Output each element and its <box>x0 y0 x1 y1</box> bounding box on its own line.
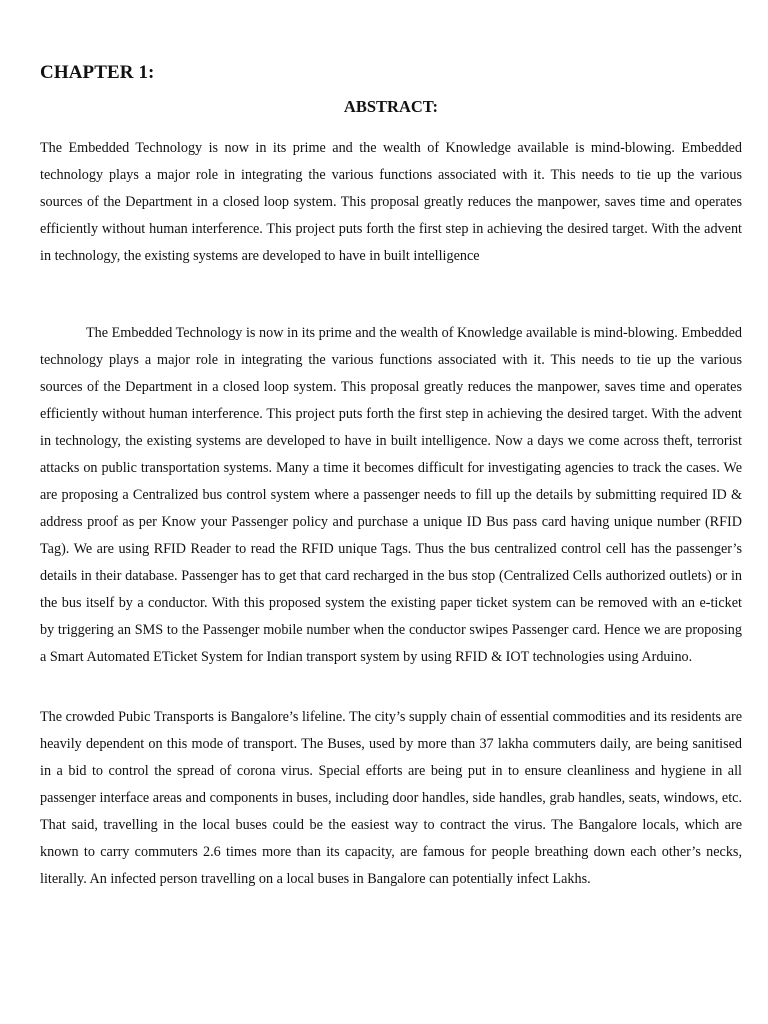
document-page <box>40 0 742 1024</box>
chapter-heading: CHAPTER 1: <box>40 62 155 83</box>
abstract-heading: ABSTRACT: <box>343 97 439 116</box>
abstract-paragraph-2: The Embedded Technology is now in its prime and the wealth of Knowledge available is mind-blowing. Embedded technology plays a major role in integrating the various functions associated with it. This needs to tie up the various sources of the Department in a closed loop system. This proposal greatly reduces the manpower, saves time and operates efficiently without human interference. This project puts forth the first step in achieving the desired target. With the advent in technology, the existing systems are developed to have in built intelligence. Now a days we come across theft, terrorist attacks on public transportation systems. Many a time it becomes difficult for investigating agencies to track the cases. We are proposing a Centralized bus control system where a passenger needs to fill up the details by submitting required ID & address proof as per Know your Passenger policy and purchase a unique ID Bus pass card having unique number (RFID Tag). We are using RFID Reader to read the RFID unique Tags. Thus the bus centralized control cell has the passenger’s details in their database. Passenger has to get that card recharged in the bus stop (Centralized Cells authorized outlets) or in the bus itself by a conductor. With this proposed system the existing paper ticket system can be removed with an e-ticket by triggering an SMS to the Passenger mobile number when the conductor swipes Passenger card. Hence we are proposing a Smart Automated ETicket System for Indian transport system by using RFID & IOT technologies using Arduino. <box>40 325 742 665</box>
abstract-paragraph-1: The Embedded Technology is now in its prime and the wealth of Knowledge available is mind-blowing. Embedded technology plays a major role in integrating the various functions associated with it. This needs to tie up the various sources of the Department in a closed loop system. This proposal greatly reduces the manpower, saves time and operates efficiently without human interference. This project puts forth the first step in achieving the desired target. With the advent in technology, the existing systems are developed to have in built intelligence <box>40 140 742 264</box>
abstract-paragraph-3: The crowded Pubic Transports is Bangalore’s lifeline. The city’s supply chain of essential commodities and its residents are heavily dependent on this mode of transport. The Buses, used by more than 37 lakha commuters daily, are being sanitised in a bid to control the spread of corona virus. Special efforts are being put in to ensure cleanliness and hygiene in all passenger interface areas and components in buses, including door handles, side handles, grab handles, seats, windows, etc. That said, travelling in the local buses could be the easiest way to contract the virus. The Bangalore locals, which are known to carry commuters 2.6 times more than its capacity, are famous for people breathing down each other’s necks, literally. An infected person travelling on a local buses in Bangalore can potentially infect Lakhs. <box>40 709 742 887</box>
